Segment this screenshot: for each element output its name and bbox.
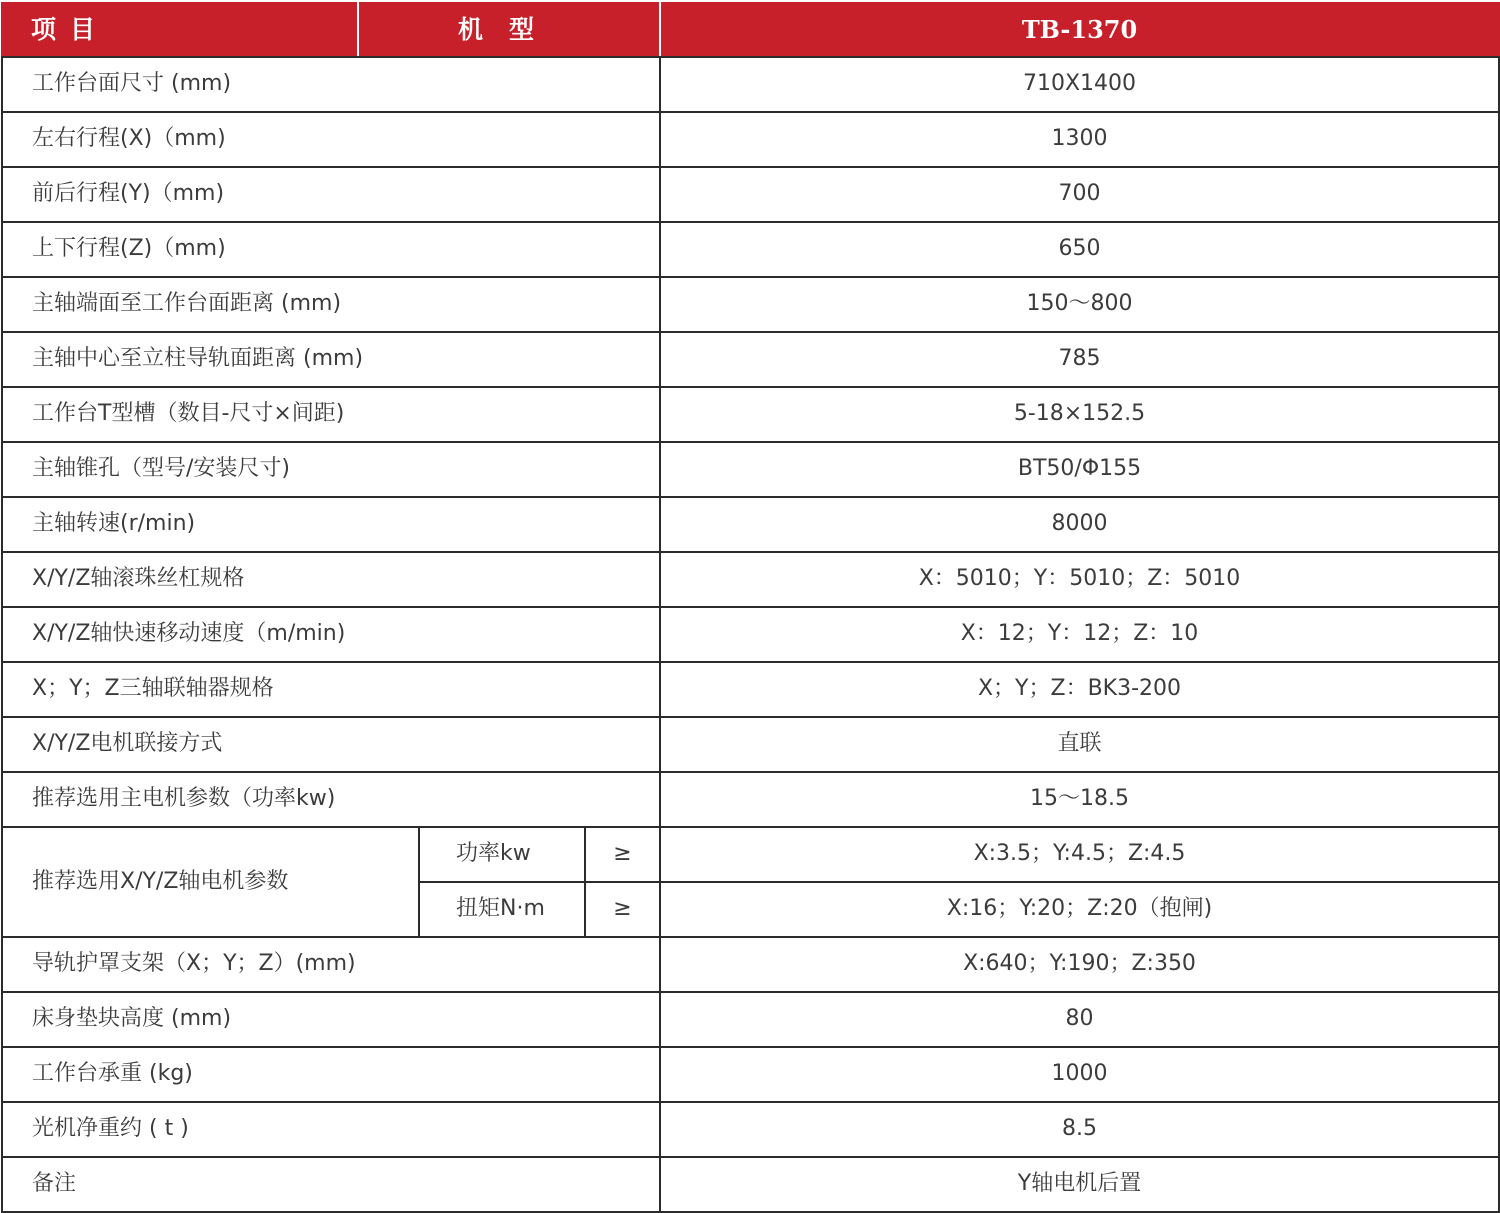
header-model-label: 机型 — [358, 3, 660, 57]
row-value: 150～800 — [660, 277, 1499, 332]
row-value: Y轴电机后置 — [660, 1157, 1499, 1212]
row-value: X:640；Y:190；Z:350 — [660, 937, 1499, 992]
row-label: X/Y/Z轴滚珠丝杠规格 — [2, 552, 660, 607]
row-label: X/Y/Z电机联接方式 — [2, 717, 660, 772]
row-value: 650 — [660, 222, 1499, 277]
row-label: 工作台面尺寸 (mm) — [2, 57, 660, 112]
row-label: 工作台T型槽（数目-尺寸×间距) — [2, 387, 660, 442]
table-row — [2, 607, 1499, 662]
row-value: 8000 — [660, 497, 1499, 552]
row-label: 床身垫块高度 (mm) — [2, 992, 660, 1047]
table-row-motor-power — [2, 827, 1499, 882]
power-label: 功率kw — [419, 827, 585, 882]
spec-table — [1, 2, 1500, 1213]
table-row — [2, 277, 1499, 332]
row-label: X/Y/Z轴快速移动速度（m/min) — [2, 607, 660, 662]
torque-value: X:16；Y:20；Z:20（抱闸) — [660, 882, 1499, 937]
table-row — [2, 772, 1499, 827]
header-item: 项目 — [2, 3, 358, 57]
row-value: X；Y；Z：BK3-200 — [660, 662, 1499, 717]
table-row — [2, 1102, 1499, 1157]
table-row — [2, 662, 1499, 717]
row-label: 主轴端面至工作台面距离 (mm) — [2, 277, 660, 332]
row-value: 直联 — [660, 717, 1499, 772]
row-label: 前后行程(Y)（mm) — [2, 167, 660, 222]
row-label: 导轨护罩支架（X；Y；Z）(mm) — [2, 937, 660, 992]
row-value: 1300 — [660, 112, 1499, 167]
row-value: BT50/Φ155 — [660, 442, 1499, 497]
power-comparator: ≥ — [585, 827, 660, 882]
row-label: 备注 — [2, 1157, 660, 1212]
table-row — [2, 442, 1499, 497]
table-row — [2, 497, 1499, 552]
row-value: 710X1400 — [660, 57, 1499, 112]
table-row — [2, 57, 1499, 112]
row-value: 5-18×152.5 — [660, 387, 1499, 442]
row-value: 15～18.5 — [660, 772, 1499, 827]
table-row — [2, 387, 1499, 442]
power-value: X:3.5；Y:4.5；Z:4.5 — [660, 827, 1499, 882]
row-value: 1000 — [660, 1047, 1499, 1102]
motor-params-label: 推荐选用X/Y/Z轴电机参数 — [2, 827, 419, 937]
row-value: 80 — [660, 992, 1499, 1047]
row-value: X：5010；Y：5010；Z：5010 — [660, 552, 1499, 607]
row-label: 推荐选用主电机参数（功率kw) — [2, 772, 660, 827]
row-label: 工作台承重 (kg) — [2, 1047, 660, 1102]
torque-label: 扭矩N·m — [419, 882, 585, 937]
table-row — [2, 1047, 1499, 1102]
row-label: 主轴中心至立柱导轨面距离 (mm) — [2, 332, 660, 387]
row-label: 主轴锥孔（型号/安装尺寸) — [2, 442, 660, 497]
table-row — [2, 992, 1499, 1047]
row-label: 上下行程(Z)（mm) — [2, 222, 660, 277]
row-label: 主轴转速(r/min) — [2, 497, 660, 552]
row-value: 785 — [660, 332, 1499, 387]
table-row — [2, 167, 1499, 222]
table-row — [2, 717, 1499, 772]
row-label: 左右行程(X)（mm) — [2, 112, 660, 167]
table-row — [2, 937, 1499, 992]
header-row — [2, 3, 1499, 57]
table-row — [2, 332, 1499, 387]
table-row — [2, 552, 1499, 607]
row-label: X；Y；Z三轴联轴器规格 — [2, 662, 660, 717]
row-value: X：12；Y：12；Z：10 — [660, 607, 1499, 662]
row-value: 8.5 — [660, 1102, 1499, 1157]
header-model: TB-1370 — [660, 3, 1499, 57]
row-label: 光机净重约 ( t ) — [2, 1102, 660, 1157]
torque-comparator: ≥ — [585, 882, 660, 937]
table-row — [2, 112, 1499, 167]
table-row — [2, 222, 1499, 277]
row-value: 700 — [660, 167, 1499, 222]
